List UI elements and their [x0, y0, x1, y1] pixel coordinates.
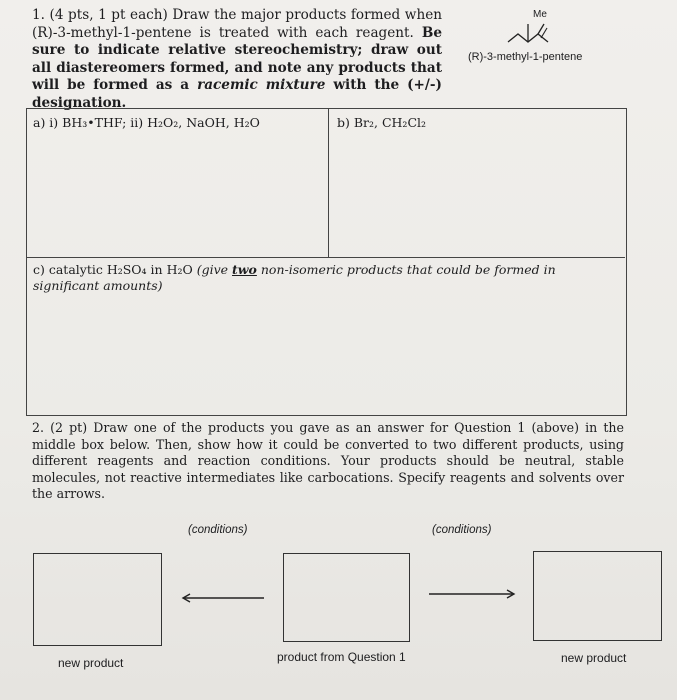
question-2-prompt: 2. (2 pt) Draw one of the products you gave as an answer for Question 1 (above) in the middle box below. Then, show how it could be converted to two different products, using different reagents and reaction conditions. Your products should be neutral, stable molecules, not reactive intermediates like carbocations. Specify reagents and solvents over the arrows.	[32, 420, 624, 502]
methyl-label: Me	[533, 9, 547, 20]
answer-box-c[interactable]	[27, 257, 625, 414]
question-1-instructions: Be sure to indicate relative stereochemistry; draw out all diastereomers formed, and note any products that will be formed as a	[32, 24, 442, 93]
reagent-c-note-rest: non-isomeric products that could be formed in significant amounts)	[33, 262, 556, 293]
new-product-right-label: new product	[561, 651, 627, 665]
question-1-designation-note: with the (+/-) designation.	[32, 77, 442, 111]
conditions-right-label: (conditions)	[432, 524, 492, 536]
reagent-c-two-emphasis: two	[232, 262, 257, 277]
reagent-a-label: a) i) BH₃•THF; ii) H₂O₂, NaOH, H₂O	[33, 115, 260, 130]
new-product-left-box[interactable]	[33, 553, 162, 646]
molecule-skeletal-structure	[506, 22, 556, 48]
answer-box-b[interactable]	[329, 109, 626, 257]
product-from-question-1-label: product from Question 1	[277, 650, 406, 664]
molecule-name: (R)-3-methyl-1-pentene	[468, 51, 583, 63]
racemic-mixture-emphasis: racemic mixture	[197, 77, 326, 93]
reagent-c-note-open: (give	[196, 262, 233, 277]
question-1-prompt	[32, 7, 442, 112]
answer-grid	[26, 108, 627, 416]
new-product-right-box[interactable]	[533, 551, 662, 641]
answer-box-a[interactable]	[27, 109, 329, 257]
new-product-left-label: new product	[58, 656, 124, 670]
question-1-text: 1. (4 pts, 1 pt each) Draw the major products formed when (R)-3-methyl-1-pentene is treated with each reagent.	[32, 7, 442, 41]
left-arrow-icon	[180, 592, 266, 604]
conditions-left-label: (conditions)	[188, 524, 248, 536]
product-from-question-1-box[interactable]	[283, 553, 410, 642]
right-arrow-icon	[427, 588, 517, 600]
reagent-c-label: c) catalytic H₂SO₄ in H₂O	[33, 262, 197, 277]
reagent-b-label: b) Br₂, CH₂Cl₂	[337, 115, 427, 130]
